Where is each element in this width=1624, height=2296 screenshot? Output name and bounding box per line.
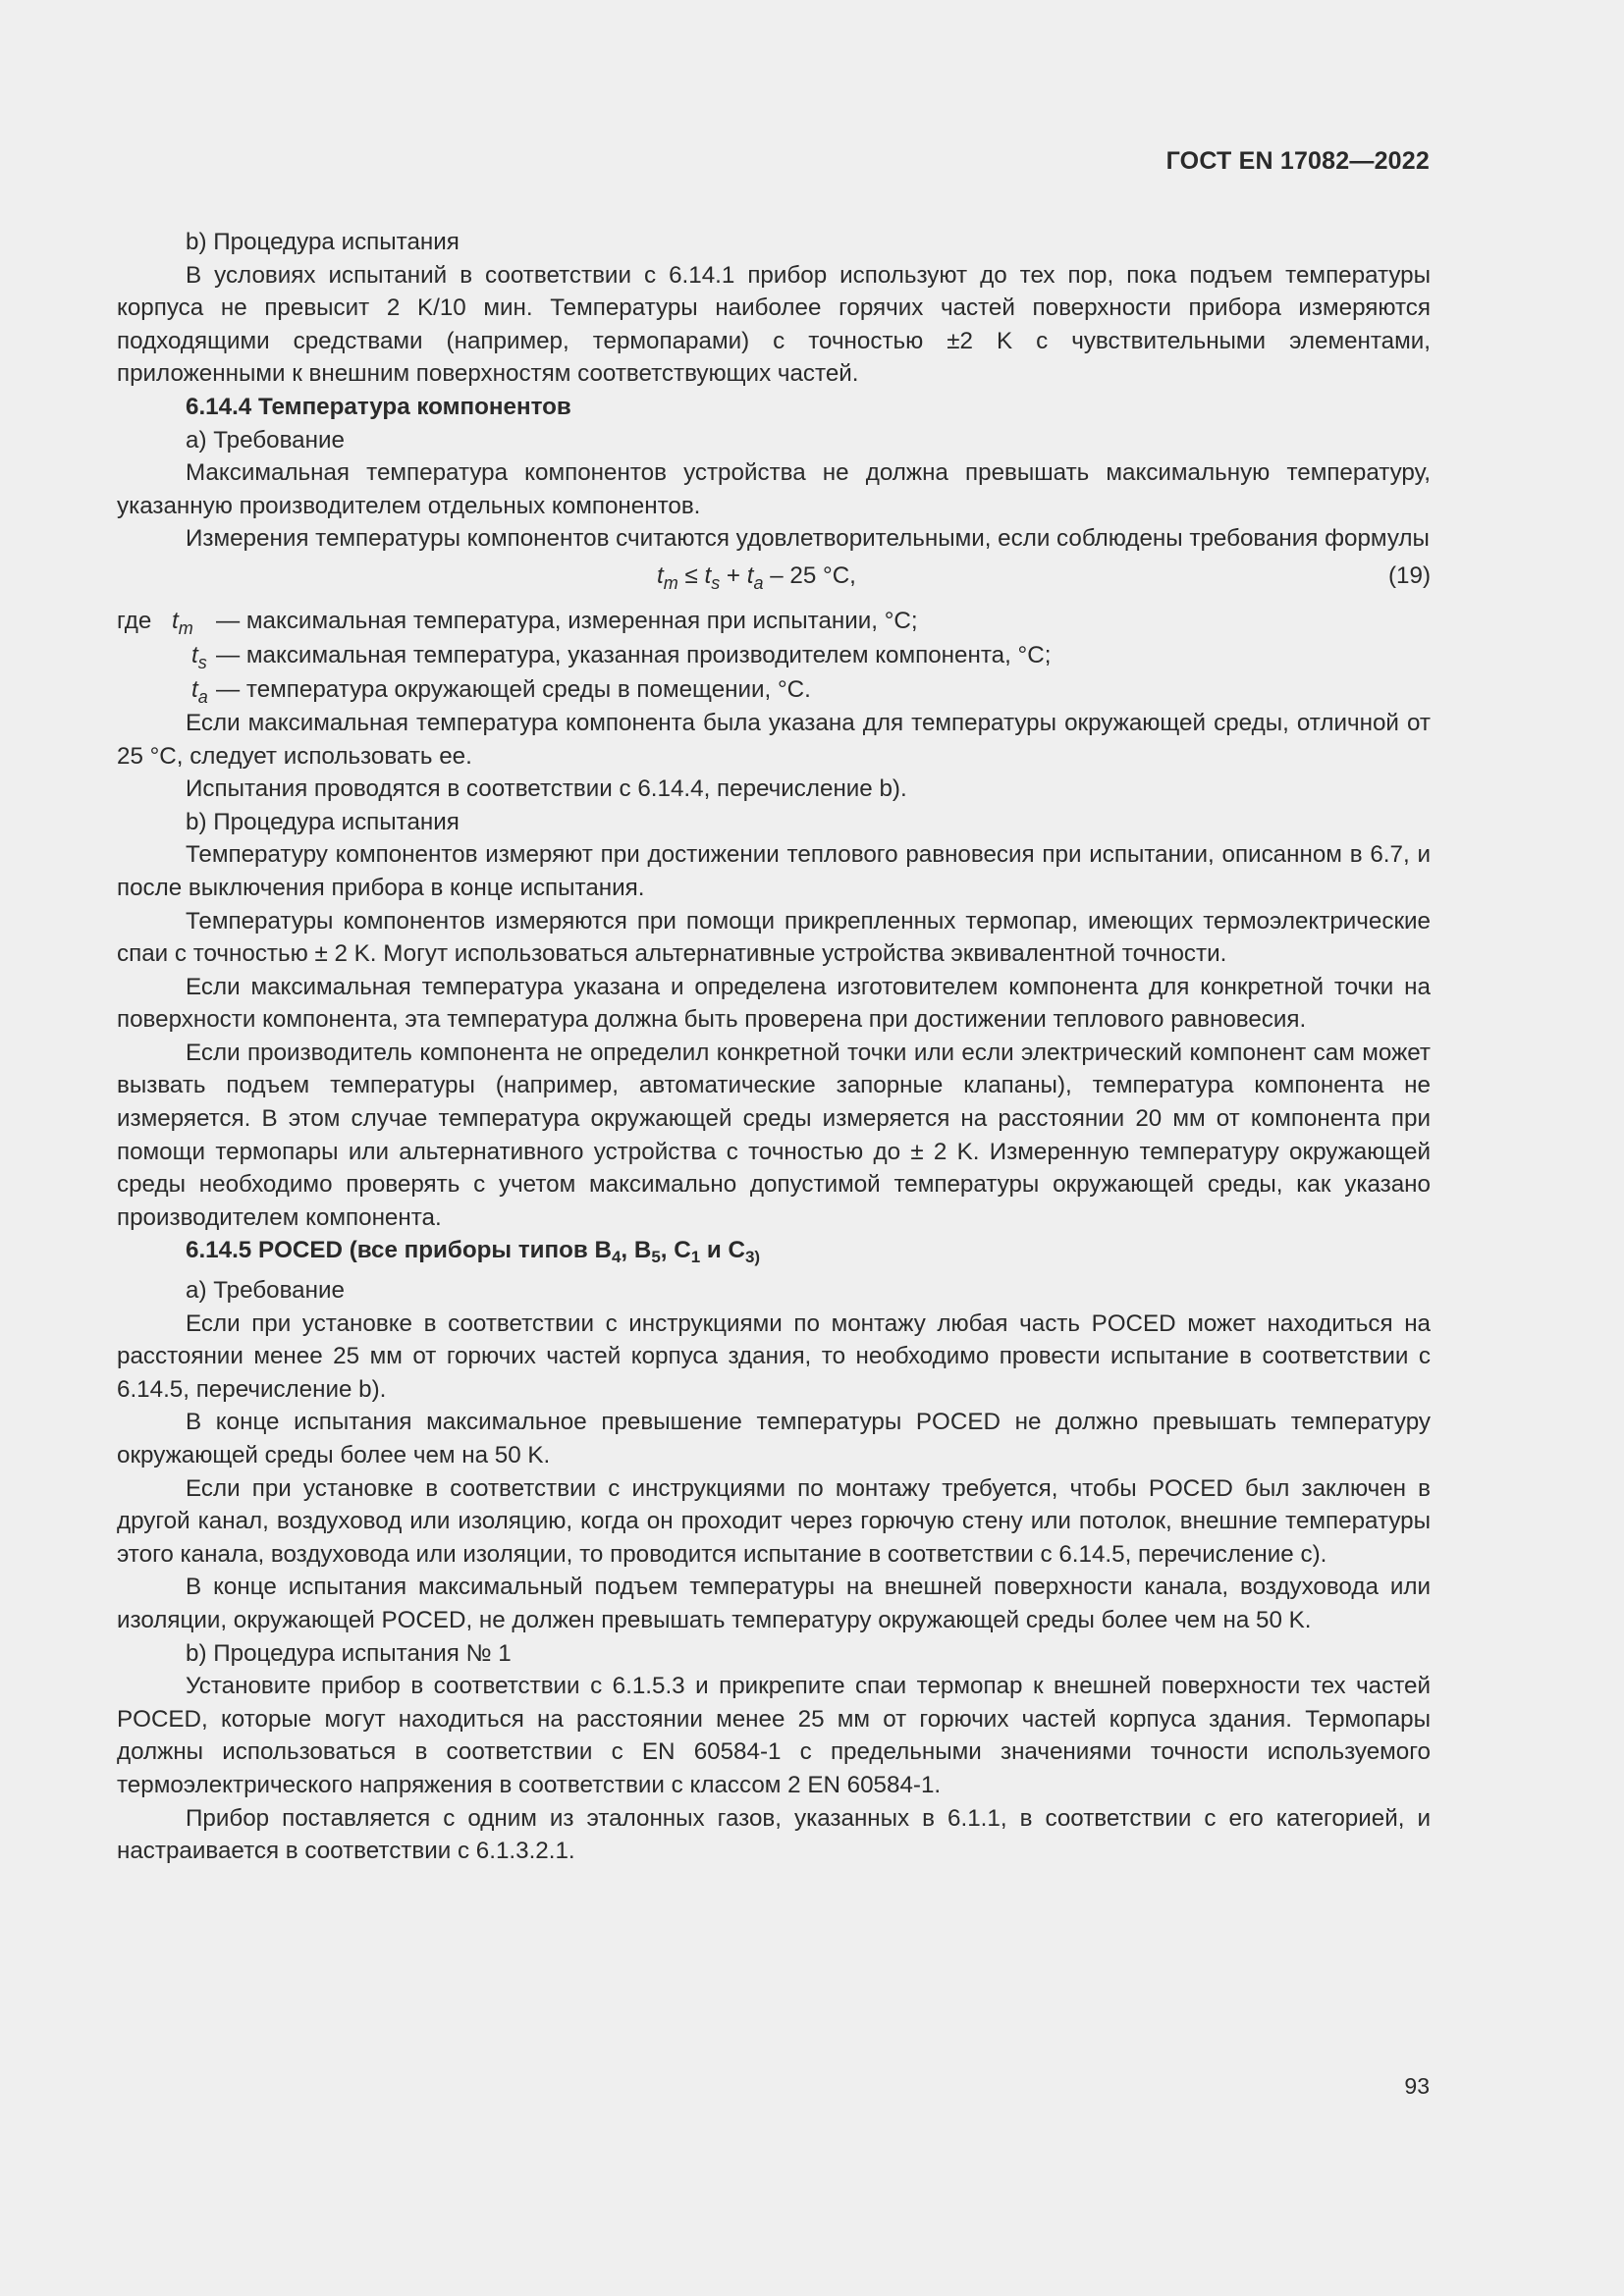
paragraph: Прибор поставляется с одним из эталонных газов, указанных в 6.1.1, в соответствии с его категорией, и настраивается в соответствии с 6.1.3.2.1. xyxy=(117,1804,1431,1865)
subsection-b-label: b) Процедура испытания xyxy=(186,229,460,255)
where-item xyxy=(117,673,1431,707)
paragraph: Температуру компонентов измеряют при достижении теплового равновесия при испытании, описанном в 6.7, и после выключения прибора в конце испытания. xyxy=(117,841,1431,901)
formula-19 xyxy=(117,560,1431,603)
paragraph: В конце испытания максимальное превышение температуры POCED не должно превышать температуру окружающей среды более чем на 50 K. xyxy=(117,1409,1431,1468)
paragraph: Испытания проводятся в соответствии с 6.14.4, перечисление b). xyxy=(186,775,907,803)
where-item xyxy=(117,605,1431,639)
paragraph: В конце испытания максимальный подъем температуры на внешней поверхности канала, воздуховода или изоляции, окружающей POCED, не должен превышать температуру окружающей среды более чем на 50 K. xyxy=(117,1574,1431,1633)
symbol-description: — максимальная температура, измеренная при испытании, °C; xyxy=(216,607,918,634)
paragraph: Измерения температуры компонентов считаются удовлетворительными, если соблюдены требования формулы xyxy=(186,525,1430,553)
subsection-b-label: b) Процедура испытания № 1 xyxy=(186,1639,512,1667)
symbol: $t_a$ xyxy=(191,675,208,707)
paragraph: В условиях испытаний в соответствии с 6.14.1 прибор используют до тех пор, пока подъем температуры корпуса не превысит 2 K/10 мин. Температуры наиболее горячих частей поверхности прибора измеряются подходящими средствами (например, термопарами) с точностью ±2 K с чувствительными элементами, приложенными к внешним поверхностям соответствующих частей. xyxy=(117,261,1431,388)
symbol: $t_s$ xyxy=(191,641,207,672)
standard-header: ГОСТ EN 17082—2022 xyxy=(1165,147,1430,175)
paragraph: Если производитель компонента не определил конкретной точки или если электрический компонент сам может вызвать подъем температуры (например, автоматические запорные клапаны), температура компонента не измеряется. В этом случае температура окружающей среды измеряется на расстоянии 20 мм от компонента при помощи термопары или альтернативного устройства с точностью до ± 2 K. Измеренную температуру окружающей среды необходимо проверять с учетом максимально допустимой температуры окружающей среды, как указано производителем компонента. xyxy=(117,1039,1431,1231)
formula-expression: $t_m \le t_s + t_a - 25$ °C, xyxy=(657,561,856,593)
formula-number: (19) xyxy=(1387,561,1431,589)
paragraph: Установите прибор в соответствии с 6.1.5.3 и прикрепите спаи термопар к внешней поверхности тех частей POCED, которые могут находиться на расстоянии менее 25 мм от горючих частей корпуса здания. Термопары должны использоваться в соответствии с EN 60584-1 с предельными значениями точности используемого термоэлектрического напряжения в соответствии с классом 2 EN 60584-1. xyxy=(117,1673,1431,1798)
symbol-description: — температура окружающей среды в помещении, °C. xyxy=(216,675,811,703)
paragraph: Если при установке в соответствии с инструкциями по монтажу любая часть POCED может находиться на расстоянии менее 25 мм от горючих частей корпуса здания, то необходимо провести испытание в соответствии с 6.14.5, перечисление b). xyxy=(117,1309,1431,1403)
subsection-a-label: a) Требование xyxy=(186,1277,345,1305)
symbol: $t_m$ xyxy=(172,607,193,638)
section-heading-6-14-4: 6.14.4 Температура компонентов xyxy=(186,393,571,420)
page-number: 93 xyxy=(1404,2073,1430,2099)
symbol-description: — максимальная температура, указанная производителем компонента, °C; xyxy=(216,641,1052,668)
where-lead: где xyxy=(117,607,152,634)
paragraph: Если максимальная температура компонента была указана для температуры окружающей среды, отличной от 25 °C, следует использовать ее. xyxy=(117,709,1431,770)
subsection-b-label: b) Процедура испытания xyxy=(186,808,460,835)
paragraph: Если максимальная температура указана и определена изготовителем компонента для конкретной точки на поверхности компонента, эта температура должна быть проверена при достижении теплового равновесия. xyxy=(117,973,1431,1034)
section-heading-6-14-5: 6.14.5 POCED (все приборы типов $B_4$, $B_5$, $C_1$ и $C_{3)}$ xyxy=(186,1237,761,1267)
where-item xyxy=(117,639,1431,673)
paragraph: Температуры компонентов измеряются при помощи прикрепленных термопар, имеющих термоэлектрические спаи с точностью ± 2 K. Могут использоваться альтернативные устройства эквивалентной точности. xyxy=(117,907,1431,968)
document-body xyxy=(117,226,1431,1868)
subsection-a-label: a) Требование xyxy=(186,426,345,454)
paragraph: Если при установке в соответствии с инструкциями по монтажу требуется, чтобы POCED был заключен в другой канал, воздуховод или изоляцию, когда он проходит через горючую стену или потолок, внешние температуры этого канала, воздуховода или изоляции, то проводится испытание в соответствии с 6.14.5, перечисление c). xyxy=(117,1474,1431,1568)
paragraph: Максимальная температура компонентов устройства не должна превышать максимальную температуру, указанную производителем отдельных компонентов. xyxy=(117,459,1431,519)
